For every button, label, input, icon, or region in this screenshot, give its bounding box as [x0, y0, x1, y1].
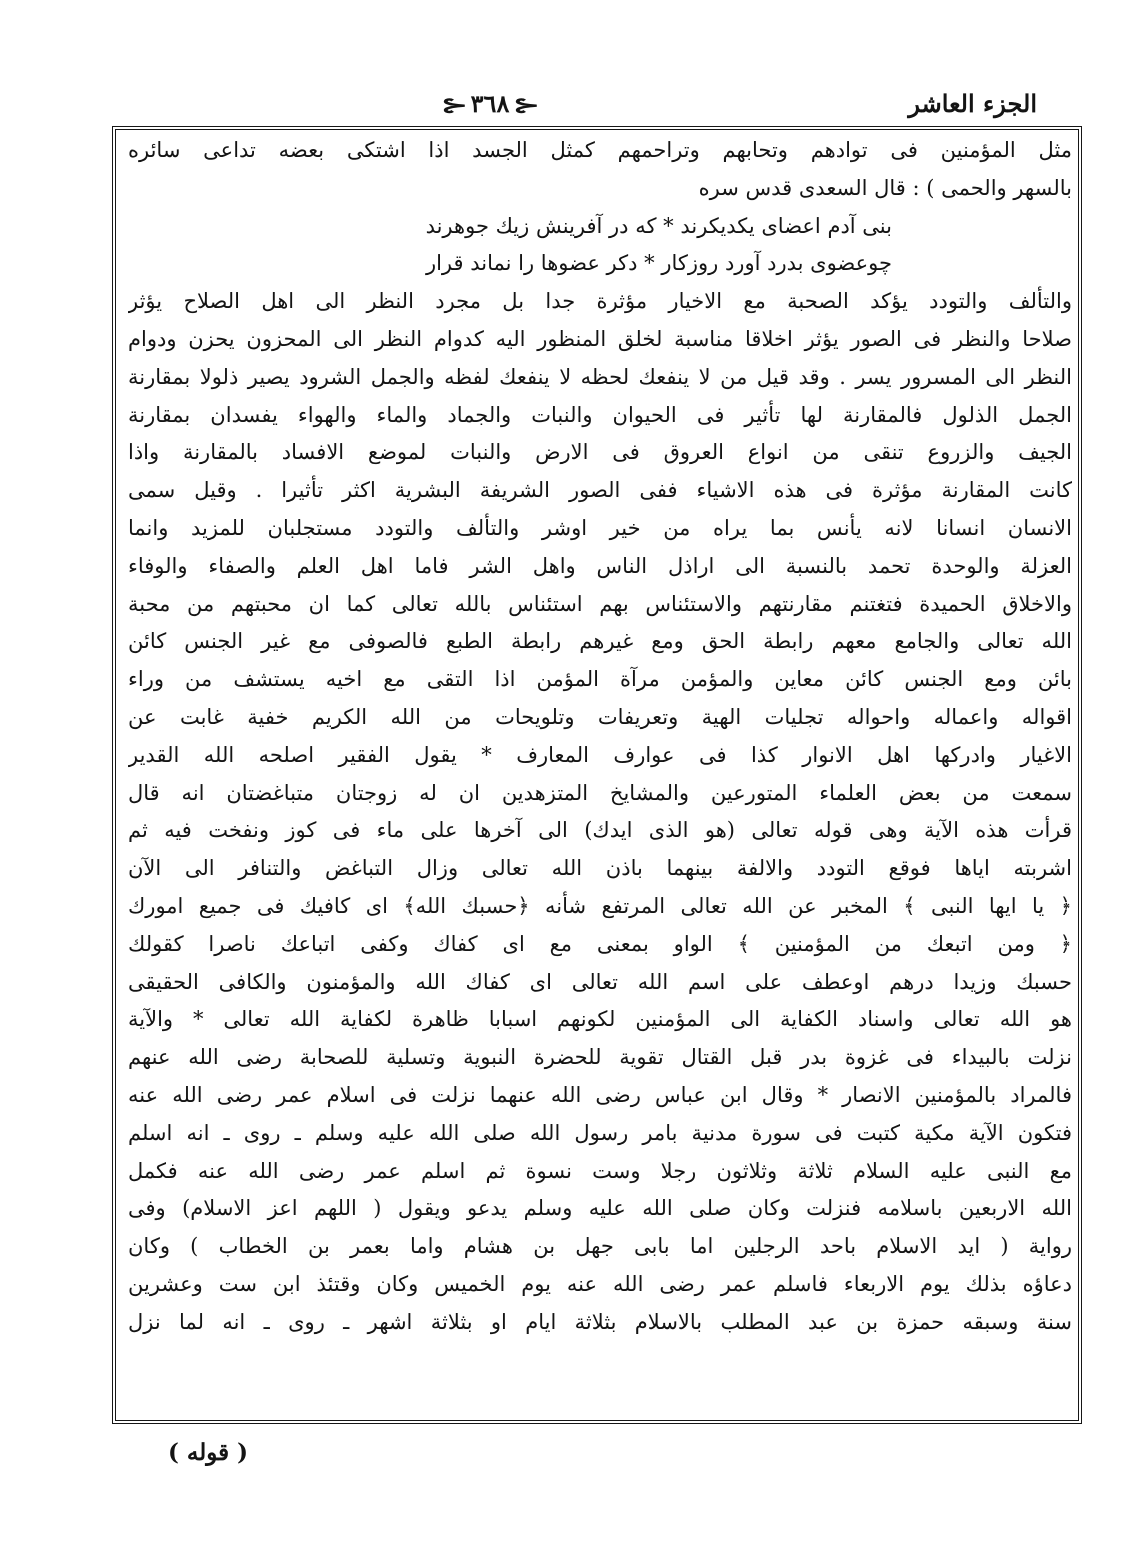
text-line [128, 1379, 1072, 1417]
text-line: صلاحا والنظر فى الصور يؤثر اخلاقا مناسبة لخلق المنظور اليه كدوام النظر الى المحزون يحزن ودوام [128, 326, 1072, 351]
text-line: كانت المقارنة مؤثرة فى هذه الاشياء ففى الصور الشريفة البشرية اكثر تأثيرا . وقيل سمى [128, 478, 1072, 503]
text-line: فتكون الآية مكية كتبت فى سورة مدنية بامر رسول الله صلى الله عليه وسلم ـ روى ـ انه اسلم [128, 1120, 1072, 1145]
text-line: بائن ومع الجنس كائن معاين والمؤمن مرآة المؤمن اذا التقى مع اخيه يستشف من وراء [128, 667, 1072, 692]
text-line: سنة وسبقه حمزة بن عبد المطلب بالاسلام بثلاثة ايام او بثلاثة اشهر ـ روى ـ انه لما نزل [128, 1309, 1072, 1334]
text-line: الجيف والزروع تنقى من انواع العروق فى الارض والنبات لموضع الافساد بالمقارنة واذا [128, 440, 1072, 465]
text-line: ﴿ ومن اتبعك من المؤمنين ﴾ الواو بمعنى مع اى كفاك وكفى اتباعك ناصرا كقولك [128, 931, 1072, 956]
text-line: اقواله واعماله واحواله تجليات الهية وتعريفات وتلويحات من الله الكريم خفية غابت عن [128, 704, 1072, 729]
text-line: والاخلاق الحميدة فتغتنم مقارنتهم والاستئناس بهم استئناس بالله تعالى كما ان محبتهم من محبة [128, 591, 1072, 616]
text-line: فالمراد بالمؤمنين الانصار * وقال ابن عباس رضى الله عنهما نزلت فى اسلام عمر رضى الله عنه [128, 1082, 1072, 1107]
verse-line: بنى آدم اعضاى يكديكرند * كه در آفرينش زيك جوهرند [425, 213, 892, 238]
text-line: الاغيار وادركها اهل الانوار كذا فى عوارف المعارف * يقول الفقير اصلحه الله القدير [128, 742, 1072, 767]
ornament-left: ⊰ [512, 93, 540, 117]
text-line: دعاؤه بذلك يوم الاربعاء فاسلم عمر رضى الله عنه يوم الخميس وكان وقتئذ ابن ست وعشرين [128, 1271, 1072, 1296]
text-line: النظر الى المسرور يسر . وقد قيل من لا ينفعك لحظه لا ينفعك لفظه والجمل الشرود يصير ذلولا بمقارنة [128, 364, 1072, 389]
text-line: الله الاربعين باسلامه فنزلت وكان صلى الله عليه وسلم يدعو ويقول ( اللهم اعز الاسلام) وفى [128, 1196, 1072, 1221]
ornament-right: ⊰ [440, 93, 468, 117]
running-head-title: الجزء العاشر [908, 89, 1037, 118]
text-line: مثل المؤمنين فى توادهم وتحابهم وتراحمهم كمثل الجسد اذا اشتكى بعضه تداعى سائره [128, 138, 1072, 162]
page-number: ٣٦٨ [470, 89, 510, 118]
text-line: ﴿ يا ايها النبى ﴾ المخبر عن الله تعالى المرتفع شأنه ﴿حسبك الله﴾ اى كافيك فى جميع امورك [128, 893, 1072, 918]
text-line: هو الله تعالى واسناد الكفاية الى المؤمنين لكونهم اسبابا ظاهرة لكفاية الله تعالى * والآية [128, 1007, 1072, 1032]
text-line: حسبك وزيدا درهم اوعطف على اسم الله تعالى اى كفاك الله والمؤمنون والكافى الحقيقى [128, 969, 1072, 994]
catchword: ( قوله ) [168, 1439, 248, 1466]
main-text-block [128, 132, 1072, 1417]
text-line: اشربته اياها فوقع التودد والالفة بينهما باذن الله تعالى وزال التباغض والتنافر الى الآن [128, 856, 1072, 881]
text-line: نزلت بالبيداء فى غزوة بدر قبل القتال تقوية للحضرة النبوية وتسلية للصحابة رضى الله عنهم [128, 1045, 1072, 1070]
page-number-header [420, 84, 560, 124]
text-line: رواية ( ايد الاسلام باحد الرجلين اما بابى جهل بن هشام واما بعمر بن الخطاب ) وكان [128, 1234, 1072, 1259]
text-line: الانسان انسانا لانه يأنس بما يراه من خير اوشر والتألف والتودد مستجلبان للمزيد وانما [128, 515, 1072, 540]
text-line: بالسهر والحمى ) : قال السعدى قدس سره [698, 175, 1072, 200]
text-line: سمعت من بعض العلماء المتورعين والمشايخ المتزهدين ان له زوجتان متباغضتان انه قال [128, 780, 1072, 805]
text-line: العزلة والوحدة تحمد بالنسبة الى اراذل الناس واهل الشر فاما اهل العلم والصفاء والوفاء [128, 553, 1072, 578]
text-line: الله تعالى والجامع معهم رابطة الحق ومع غيرهم رابطة الطبع فالصوفى مع غير الجنس كائن [128, 629, 1072, 654]
text-line: قرأت هذه الآية وهى قوله تعالى (هو الذى ايدك) الى آخرها على ماء فى كوز ونفخت فيه ثم [128, 818, 1072, 843]
text-line [128, 1342, 1072, 1380]
text-line: الجمل الذلول فالمقارنة لها تأثير فى الحيوان والنبات والجماد والماء والهواء يفسدان بمقارنة [128, 402, 1072, 427]
text-line: مع النبى عليه السلام ثلاثة وثلاثون رجلا وست نسوة ثم اسلم عمر رضى الله عنه فكمل [128, 1158, 1072, 1183]
text-line: والتألف والتودد يؤكد الصحبة مع الاخيار مؤثرة جدا بل مجرد النظر الى اهل الصلاح يؤثر [128, 289, 1072, 314]
verse-line: چوعضوى بدرد آورد روزكار * دكر عضوها را نماند قرار [425, 251, 892, 276]
